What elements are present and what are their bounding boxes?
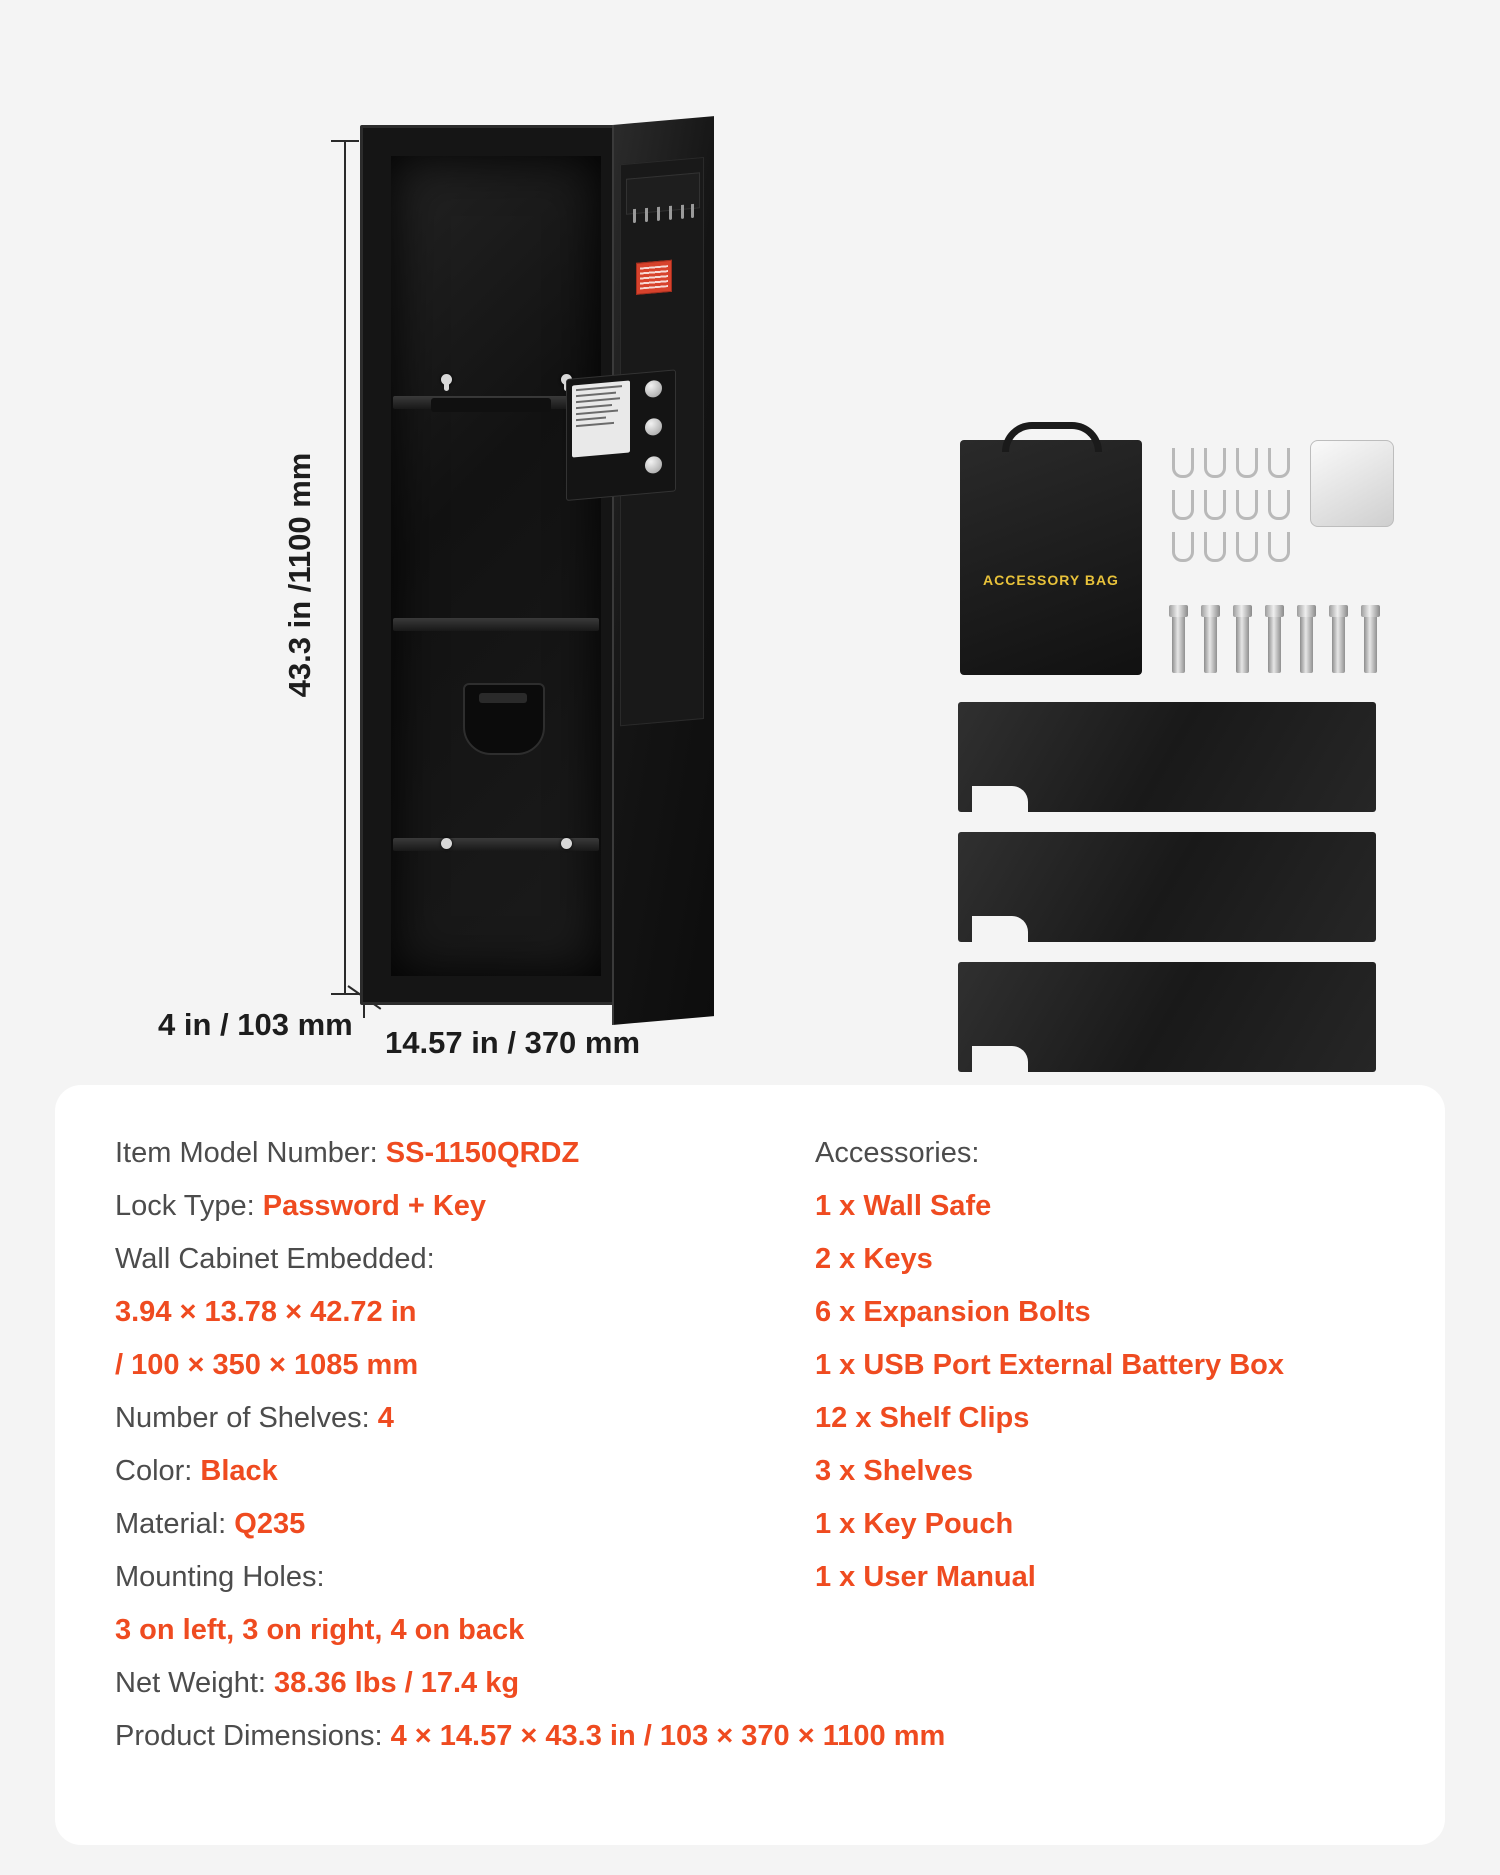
spec-row	[115, 1180, 815, 1233]
spec-value: Password + Key	[262, 1190, 487, 1222]
shelf-clip-icon	[1204, 490, 1226, 520]
expansion-bolt-icon	[1204, 605, 1217, 673]
cabinet-interior	[391, 156, 601, 976]
shelf-clip-icon	[1172, 490, 1194, 520]
spec-label: Color:	[115, 1455, 193, 1487]
cabinet-door	[612, 116, 714, 1025]
accessory-item: 3 x Shelves	[815, 1455, 973, 1487]
spec-row	[115, 1233, 815, 1286]
expansion-bolt-icon	[1364, 605, 1377, 673]
shelf-clip-icon	[1236, 448, 1258, 478]
spec-label: Mounting Holes:	[115, 1561, 325, 1593]
accessory-item: 1 x User Manual	[815, 1561, 1036, 1593]
shelf-clips-group	[1172, 448, 1292, 598]
height-dimension-line	[344, 140, 346, 995]
depth-dimension-label: 4 in / 103 mm	[158, 1007, 353, 1042]
spec-row	[115, 1710, 946, 1763]
usb-battery-box	[1310, 440, 1394, 527]
spec-value: SS-1150QRDZ	[385, 1137, 580, 1169]
lock-bolt	[645, 418, 662, 436]
expansion-bolt-icon	[1332, 605, 1345, 673]
expansion-bolt-icon	[1236, 605, 1249, 673]
lock-bolt	[645, 456, 662, 474]
shelf-clip-icon	[1204, 448, 1226, 478]
shelf-clip-icon	[1172, 448, 1194, 478]
lock-bolt	[645, 380, 662, 398]
spec-row	[115, 1551, 815, 1604]
specifications-card	[55, 1085, 1445, 1845]
accessory-item: 12 x Shelf Clips	[815, 1402, 1030, 1434]
accessory-bag-label: ACCESSORY BAG	[983, 572, 1119, 588]
keypad-panel	[566, 369, 676, 501]
accessory-item: 1 x USB Port External Battery Box	[815, 1349, 1284, 1381]
shelf-clip-icon	[1236, 532, 1258, 562]
shelf-plate	[958, 702, 1376, 812]
shelf-clip-icon	[1268, 490, 1290, 520]
spec-value: 3 on left, 3 on right, 4 on back	[115, 1614, 525, 1646]
spec-row	[115, 1392, 815, 1445]
spec-label: Product Dimensions:	[115, 1720, 383, 1752]
mounting-hole	[441, 838, 452, 849]
warning-label	[636, 260, 672, 295]
spec-label: Net Weight:	[115, 1667, 266, 1699]
gun-rack	[431, 398, 551, 412]
spec-value: 4	[377, 1402, 394, 1434]
accessories-list	[815, 1127, 1405, 1763]
shelf-clip-icon	[1172, 532, 1194, 562]
height-dimension-label: 43.3 in /1100 mm	[282, 452, 317, 698]
expansion-bolt-icon	[1300, 605, 1313, 673]
shelf-clip-icon	[1268, 448, 1290, 478]
mounting-hole	[561, 838, 572, 849]
cabinet-shelf	[393, 618, 599, 631]
spec-sticker	[572, 380, 630, 457]
shelf-clip-icon	[1268, 532, 1290, 562]
spec-row	[115, 1657, 815, 1710]
mounting-hole	[441, 374, 452, 385]
accessory-bag	[960, 440, 1142, 675]
spec-label: Lock Type:	[115, 1190, 255, 1222]
width-dimension-label: 14.57 in / 370 mm	[385, 1025, 641, 1060]
spec-label: Number of Shelves:	[115, 1402, 370, 1434]
shelf-clip-icon	[1236, 490, 1258, 520]
barrel-rest	[463, 683, 545, 755]
bag-handle	[1002, 422, 1102, 452]
accessory-item: 1 x Key Pouch	[815, 1508, 1014, 1540]
accessory-item: 6 x Expansion Bolts	[815, 1296, 1091, 1328]
expansion-bolt-icon	[1172, 605, 1185, 673]
spec-value: 3.94 × 13.78 × 42.72 in	[115, 1296, 417, 1328]
expansion-bolt-icon	[1268, 605, 1281, 673]
spec-row	[115, 1498, 815, 1551]
spec-label: Wall Cabinet Embedded:	[115, 1243, 435, 1275]
accessories-illustration	[960, 420, 1430, 1100]
spec-value: Black	[200, 1455, 278, 1487]
spec-value: / 100 × 350 × 1085 mm	[115, 1349, 419, 1381]
spec-row	[115, 1445, 815, 1498]
shelf-plate	[958, 832, 1376, 942]
spec-row	[115, 1127, 815, 1180]
shelf-plate	[958, 962, 1376, 1072]
spec-value: Q235	[234, 1508, 306, 1540]
cabinet-body	[360, 125, 625, 1005]
spec-value: 4 × 14.57 × 43.3 in / 103 × 370 × 1100 mm	[390, 1720, 946, 1752]
wall-safe-illustration	[360, 125, 660, 1005]
expansion-bolts-group	[1172, 605, 1397, 673]
accessory-item: 1 x Wall Safe	[815, 1190, 992, 1222]
accessory-item: 2 x Keys	[815, 1243, 933, 1275]
spec-label: Item Model Number:	[115, 1137, 378, 1169]
spec-label: Material:	[115, 1508, 227, 1540]
spec-value: 38.36 lbs / 17.4 kg	[274, 1667, 520, 1699]
key-hook-strip	[626, 172, 700, 214]
accessories-title: Accessories:	[815, 1137, 980, 1169]
shelf-clip-icon	[1204, 532, 1226, 562]
